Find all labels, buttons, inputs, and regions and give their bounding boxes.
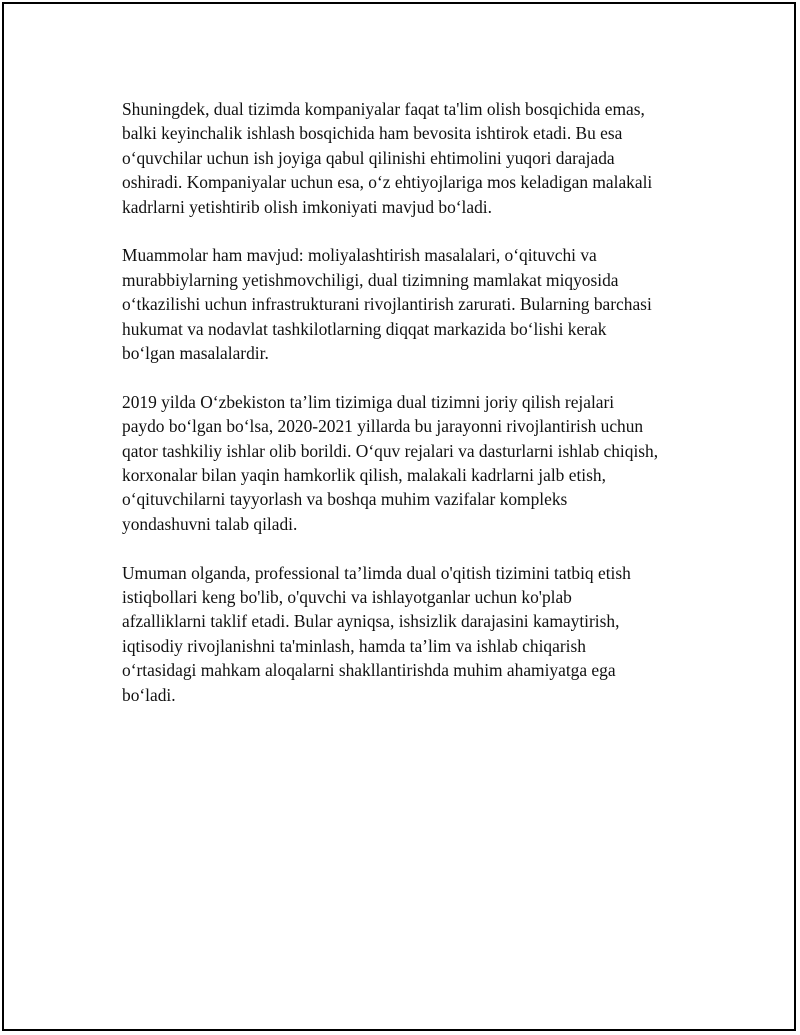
text-line: Shuningdek, dual tizimda kompaniyalar faqat ta'lim olish bosqichida emas, — [122, 99, 645, 119]
text-line: 2019 yilda Oʻzbekiston taʼlim tizimiga dual tizimni joriy qilish rejalari — [122, 391, 615, 412]
text-line: yondashuvni talab qiladi. — [122, 513, 298, 534]
text-line: paydo boʻlgan boʻlsa, 2020-2021 yillarda bu jarayonni rivojlantirish uchun — [122, 416, 644, 437]
text-line: korxonalar bilan yaqin hamkorlik qilish, malakali kadrlarni jalb etish, — [122, 465, 606, 486]
document-body — [122, 97, 712, 707]
text-line: balki keyinchalik ishlash bosqichida ham bevosita ishtirok etadi. Bu esa — [122, 123, 623, 144]
text-line: murabbiylarning yetishmovchiligi, dual tizimning mamlakat miqyosida — [122, 269, 619, 290]
text-line: Muammolar ham mavjud: moliyalashtirish masalalari, oʻqituvchi va — [122, 245, 597, 266]
paragraph-4 — [122, 561, 712, 707]
text-line: oshiradi. Kompaniyalar uchun esa, oʻz ehtiyojlariga mos keladigan malakali — [122, 172, 653, 193]
paragraph-2 — [122, 243, 712, 365]
page-frame — [2, 2, 796, 1031]
paragraph-1 — [122, 97, 712, 219]
text-line: bo‘ladi. — [122, 684, 176, 705]
text-line: oʻtkazilishi uchun infrastrukturani rivojlantirish zarurati. Bularning barchasi — [122, 294, 652, 315]
text-line: kadrlarni yetishtirib olish imkoniyati mavjud boʻladi. — [122, 196, 492, 217]
text-line: afzalliklarni taklif etadi. Bular ayniqsa, ishsizlik darajasini kamaytirish, — [122, 611, 620, 632]
text-line: Umuman olganda, professional ta’limda dual o'qitish tizimini tatbiq etish — [122, 562, 631, 583]
text-line: boʻlgan masalalardir. — [122, 343, 269, 364]
text-line: iqtisodiy rivojlanishni ta'minlash, hamda ta’lim va ishlab chiqarish — [122, 635, 586, 656]
text-line: istiqbollari keng bo'lib, o'quvchi va ishlayotganlar uchun ko'plab — [122, 587, 572, 608]
text-line: oʻquvchilar uchun ish joyiga qabul qilinishi ehtimolini yuqori darajada — [122, 147, 615, 168]
paragraph-3 — [122, 390, 712, 536]
text-line: oʻqituvchilarni tayyorlash va boshqa muhim vazifalar kompleks — [122, 489, 568, 510]
text-line: qator tashkiliy ishlar olib borildi. Oʻquv rejalari va dasturlarni ishlab chiqish, — [122, 440, 659, 461]
text-line: hukumat va nodavlat tashkilotlarning diqqat markazida boʻlishi kerak — [122, 318, 607, 339]
text-line: o‘rtasidagi mahkam aloqalarni shakllantirishda muhim ahamiyatga ega — [122, 660, 616, 681]
